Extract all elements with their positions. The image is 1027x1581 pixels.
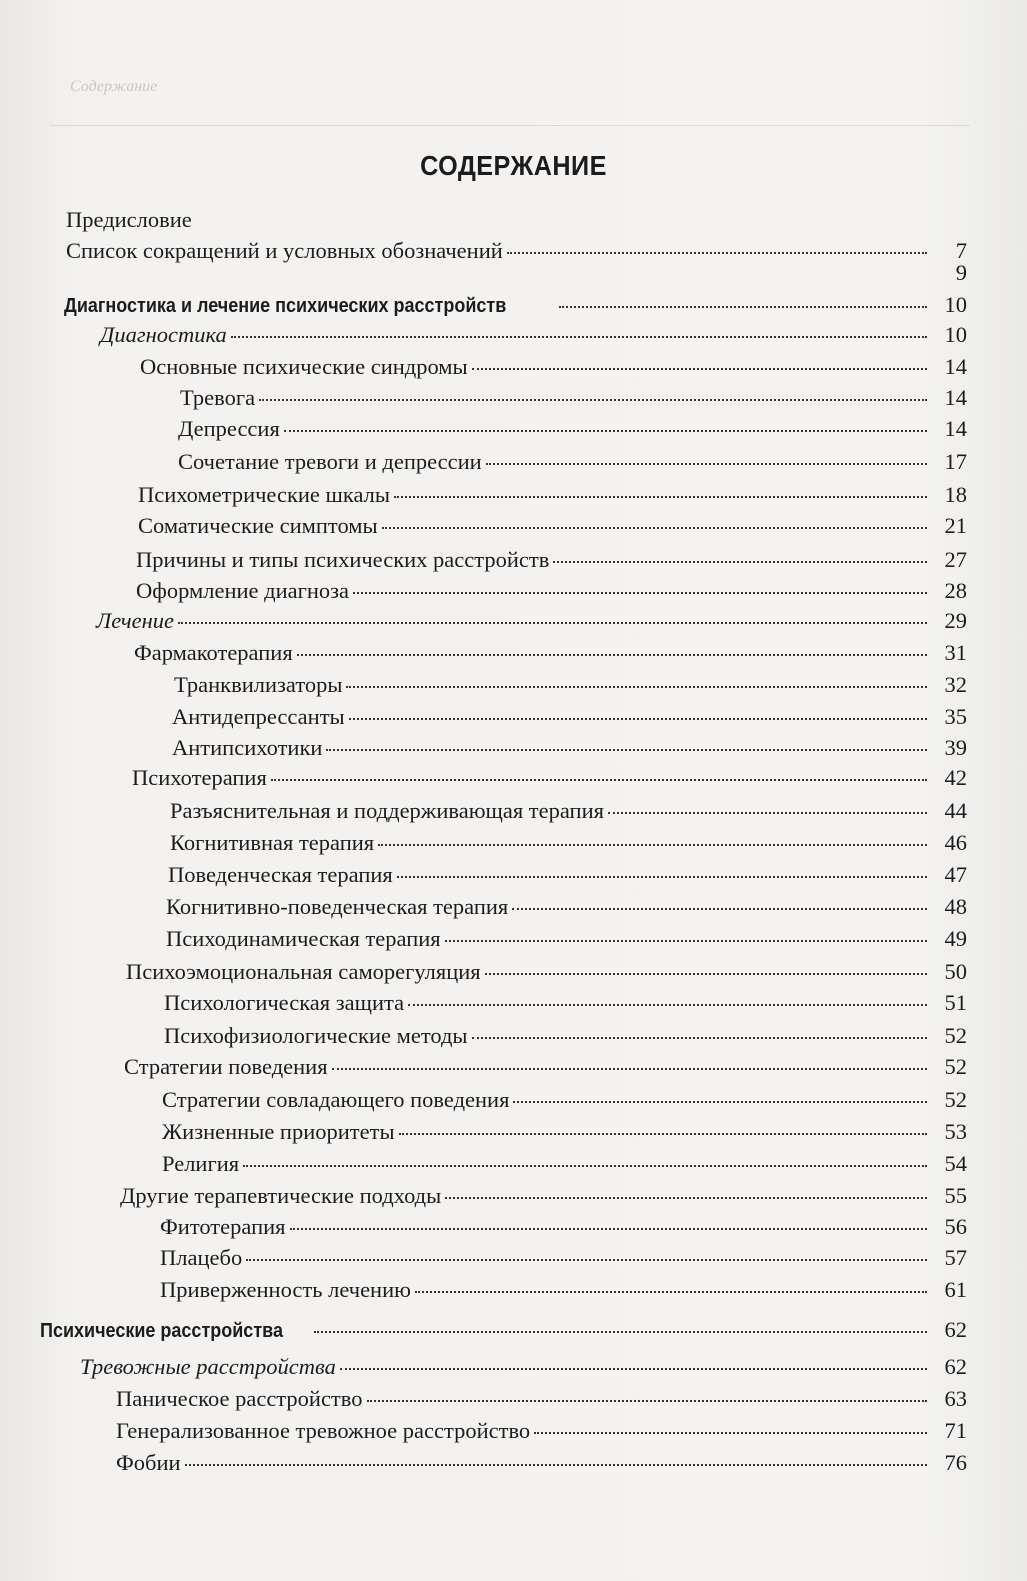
toc-entry-label: Психодинамическая терапия — [166, 926, 441, 951]
toc-page-number: 17 — [944, 449, 967, 474]
toc-entry — [138, 480, 967, 510]
toc-entry-label: Когнитивно-поведенческая терапия — [166, 894, 509, 919]
toc-page-number: 44 — [944, 798, 967, 823]
toc-entry — [164, 988, 967, 1018]
toc-entry — [162, 1149, 967, 1179]
page-title: СОДЕРЖАНИЕ — [420, 150, 607, 181]
toc-entry-label: Список сокращений и условных обозначений — [66, 238, 503, 263]
toc-entry-label: Психофизиологические методы — [164, 1023, 468, 1048]
leader-dots — [472, 368, 927, 370]
toc-page-number: 9 — [955, 260, 967, 285]
leader-dots — [314, 1331, 927, 1333]
toc-entry — [134, 638, 967, 668]
leader-dots — [332, 1068, 927, 1070]
toc-entry-label: Стратегии поведения — [124, 1054, 328, 1079]
toc-entry-label: Религия — [162, 1151, 240, 1176]
toc-entry-label: Оформление диагноза — [136, 578, 350, 603]
toc-page-number: 52 — [944, 1023, 967, 1048]
toc-page-number: 31 — [944, 640, 967, 665]
toc-entry-label: Тревожные расстройства — [80, 1354, 336, 1379]
toc-entry-label: Предисловие — [66, 207, 192, 232]
toc-entry — [170, 796, 967, 826]
toc-entry — [180, 383, 967, 413]
toc-page-number: 39 — [944, 735, 967, 760]
toc-page-number: 21 — [944, 513, 967, 538]
toc-entry — [124, 1052, 967, 1082]
toc-entry-label: Плацебо — [160, 1245, 243, 1270]
toc-entry-label: Лечение — [96, 608, 175, 633]
toc-entry-label: Генерализованное тревожное расстройство — [116, 1418, 531, 1443]
toc-page-number: 52 — [944, 1087, 967, 1112]
running-header: Содержание — [70, 78, 158, 95]
toc-entry-label: Психоэмоциональная саморегуляция — [126, 959, 481, 984]
toc-page-number: 63 — [944, 1386, 967, 1411]
toc-entry — [66, 236, 967, 266]
toc-entry — [116, 1448, 967, 1478]
leader-dots — [415, 1291, 927, 1293]
toc-page-number: 42 — [944, 765, 967, 790]
leader-dots — [297, 654, 927, 656]
header-rule — [50, 125, 970, 126]
leader-dots — [513, 1101, 927, 1103]
toc-page-number: 62 — [944, 1317, 967, 1342]
toc-entry — [172, 702, 967, 732]
toc-page-number: 7 — [955, 238, 967, 263]
toc-page-number: 71 — [944, 1418, 967, 1443]
toc-section — [64, 290, 967, 321]
toc-page-number: 61 — [944, 1277, 967, 1302]
toc-subsection — [80, 1352, 967, 1382]
toc-entry — [132, 763, 967, 793]
leader-dots — [290, 1228, 928, 1230]
toc-entry-label: Причины и типы психических расстройств — [136, 547, 550, 572]
leader-dots — [243, 1165, 927, 1167]
toc-subsection — [100, 320, 967, 350]
leader-dots — [367, 1400, 928, 1402]
toc-entry — [160, 1212, 967, 1242]
leader-dots — [231, 336, 927, 338]
toc-entry-label: Фитотерапия — [160, 1214, 286, 1239]
leader-dots — [445, 1197, 927, 1199]
toc-page-number: 47 — [944, 862, 967, 887]
toc-entry-label: Диагностика — [100, 322, 227, 347]
leader-dots — [608, 812, 927, 814]
toc-entry-label: Антидепрессанты — [172, 704, 345, 729]
toc-entry — [164, 1021, 967, 1051]
toc-page-number: 14 — [944, 354, 967, 379]
toc-entry-label: Антипсихотики — [172, 735, 323, 760]
toc-page-number: 50 — [944, 959, 967, 984]
toc-entry-label: Фобии — [116, 1450, 181, 1475]
leader-dots — [534, 1432, 927, 1434]
toc-entry-label: Основные психические синдромы — [140, 354, 468, 379]
leader-dots — [378, 844, 927, 846]
toc-entry — [120, 1181, 967, 1211]
leader-dots — [472, 1037, 927, 1039]
toc-entry — [162, 1117, 967, 1147]
toc-entry-label: Стратегии совладающего поведения — [162, 1087, 510, 1112]
toc-page-number: 27 — [944, 547, 967, 572]
leader-dots — [284, 430, 927, 432]
toc-entry — [172, 733, 967, 763]
toc-entry — [136, 545, 967, 575]
toc-entry — [162, 1085, 967, 1115]
toc-entry — [116, 1416, 967, 1446]
toc-entry-label: Поведенческая терапия — [168, 862, 393, 887]
leader-dots — [340, 1368, 927, 1370]
toc-entry — [174, 670, 967, 700]
toc-entry-label: Психотерапия — [132, 765, 267, 790]
leader-dots — [346, 686, 927, 688]
toc-page-number: 46 — [944, 830, 967, 855]
toc-entry — [178, 414, 967, 444]
toc-entry — [160, 1243, 967, 1273]
toc-entry-label: Тревога — [180, 385, 256, 410]
toc-page-number: 48 — [944, 894, 967, 919]
leader-dots — [445, 940, 927, 942]
toc-page-number: 14 — [944, 416, 967, 441]
toc-page-number: 35 — [944, 704, 967, 729]
toc-page-number: 14 — [944, 385, 967, 410]
toc-page-number: 29 — [944, 608, 967, 633]
toc-entry — [138, 511, 967, 541]
toc-entry-label: Транквилизаторы — [174, 672, 343, 697]
leader-dots — [259, 399, 927, 401]
leader-dots — [397, 876, 927, 878]
toc-subsection — [96, 606, 967, 636]
leader-dots — [185, 1464, 927, 1466]
toc-entry-label: Жизненные приоритеты — [162, 1119, 395, 1144]
toc-entry-label: Диагностика и лечение психических расстройств — [64, 295, 507, 317]
toc-entry — [178, 447, 967, 477]
toc-entry-label: Соматические симптомы — [138, 513, 378, 538]
toc-entry-label: Приверженность лечению — [160, 1277, 411, 1302]
toc-entry — [168, 860, 967, 890]
leader-dots — [507, 252, 927, 254]
toc-entry-label: Сочетание тревоги и депрессии — [178, 449, 482, 474]
toc-entry-label: Паническое расстройство — [116, 1386, 363, 1411]
toc-page-number: 18 — [944, 482, 967, 507]
toc-page-number: 51 — [944, 990, 967, 1015]
leader-dots — [485, 973, 927, 975]
leader-dots — [382, 527, 927, 529]
toc-page-number: 57 — [944, 1245, 967, 1270]
toc-page-number: 28 — [944, 578, 967, 603]
leader-dots — [326, 749, 927, 751]
leader-dots — [512, 908, 927, 910]
toc-page-number: 76 — [944, 1450, 967, 1475]
leader-dots — [486, 463, 927, 465]
leader-dots — [553, 561, 927, 563]
toc-entry — [140, 352, 967, 382]
toc-entry — [136, 576, 967, 606]
toc-entry-label: Разъяснительная и поддерживающая терапия — [170, 798, 604, 823]
leader-dots — [178, 622, 927, 624]
toc-page-number: 62 — [944, 1354, 967, 1379]
toc-entry-label: Психические расстройства — [40, 1320, 283, 1342]
leader-dots — [246, 1259, 927, 1261]
toc-page-number: 10 — [944, 322, 967, 347]
toc-page-number: 52 — [944, 1054, 967, 1079]
toc-entry — [126, 957, 967, 987]
toc-page-number: 10 — [944, 292, 967, 317]
toc-entry — [66, 205, 967, 235]
leader-dots — [394, 496, 927, 498]
toc-entry-label: Когнитивная терапия — [170, 830, 375, 855]
toc-entry — [116, 1384, 967, 1414]
toc-entry — [160, 1275, 967, 1305]
leader-dots — [349, 718, 927, 720]
toc-entry-label: Психометрические шкалы — [138, 482, 390, 507]
toc-page-number: 53 — [944, 1119, 967, 1144]
toc-entry — [166, 892, 967, 922]
toc-section — [40, 1315, 967, 1346]
toc-page-number: 54 — [944, 1151, 967, 1176]
toc-entry — [166, 924, 967, 954]
toc-page-number: 49 — [944, 926, 967, 951]
toc-entry-label: Депрессия — [178, 416, 280, 441]
leader-dots — [408, 1004, 927, 1006]
toc-entry-label: Фармакотерапия — [134, 640, 293, 665]
toc-entry-label: Психологическая защита — [164, 990, 405, 1015]
leader-dots — [399, 1133, 927, 1135]
toc-page-number: 55 — [944, 1183, 967, 1208]
leader-dots — [271, 779, 927, 781]
toc-entry-label: Другие терапевтические подходы — [120, 1183, 442, 1208]
toc-entry — [170, 828, 967, 858]
toc-page-number: 32 — [944, 672, 967, 697]
leader-dots — [353, 592, 927, 594]
toc-page-number: 56 — [944, 1214, 967, 1239]
leader-dots — [559, 306, 927, 308]
